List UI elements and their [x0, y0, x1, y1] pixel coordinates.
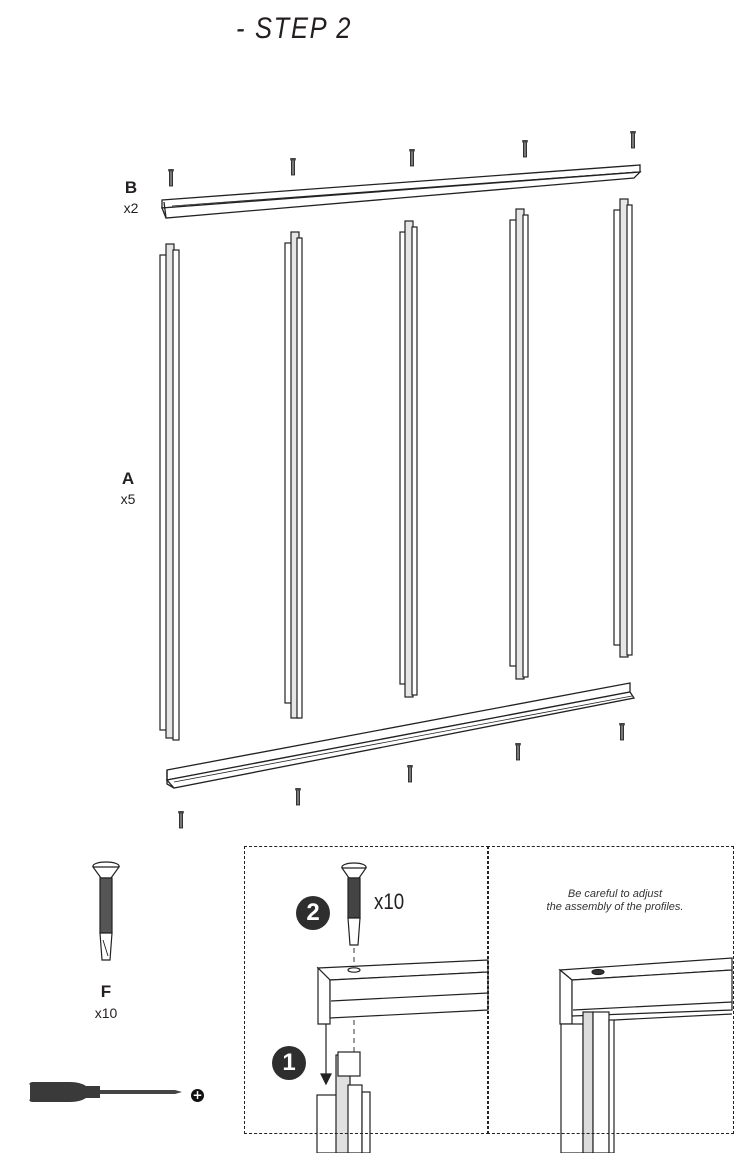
- part-a-letter: A: [121, 469, 135, 488]
- assembly-note-line-1: Be careful to adjust: [567, 888, 663, 900]
- screw-quantity-label: x10: [374, 889, 405, 914]
- screw-f-illustration: [93, 862, 119, 960]
- step-1-badge: 1: [272, 1046, 306, 1080]
- assembly-note: [520, 888, 710, 914]
- part-b-quantity: x2: [123, 200, 139, 216]
- part-f-letter: F: [100, 982, 112, 1001]
- assembly-note-line-2: the assembly of the profiles.: [546, 901, 684, 913]
- detail-panel-left: [244, 846, 489, 1134]
- page-title: - STEP 2: [236, 12, 353, 45]
- phillips-tip-icon: +: [192, 1088, 203, 1102]
- part-a-quantity: x5: [120, 491, 136, 507]
- part-f-quantity: x10: [94, 1005, 118, 1021]
- part-b-letter: B: [124, 178, 138, 197]
- step-2-badge: 2: [296, 896, 330, 930]
- top-rail-b: [162, 165, 640, 218]
- screwdriver-icon: [29, 1082, 182, 1102]
- bottom-rail-b: [167, 683, 634, 788]
- vertical-profiles-a: [160, 199, 632, 740]
